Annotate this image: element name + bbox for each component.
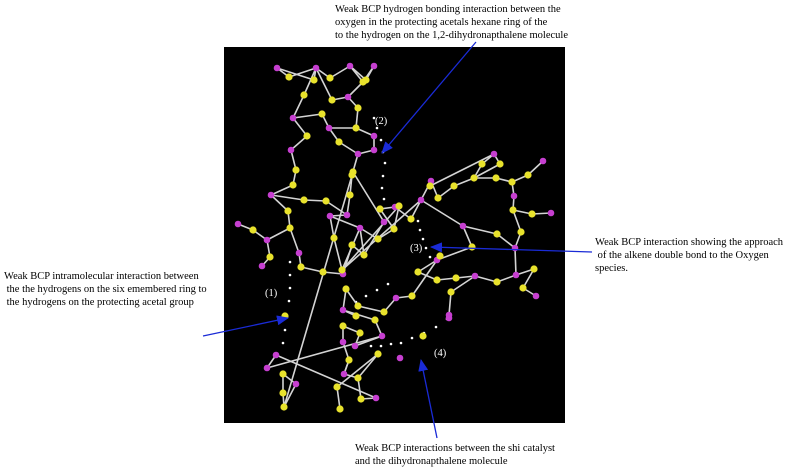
atom-magenta (355, 151, 362, 158)
atom-magenta (264, 365, 271, 372)
bcp-dot (422, 238, 425, 241)
atom-yellow (310, 76, 317, 83)
atom-yellow (478, 160, 485, 167)
atom-magenta (513, 272, 520, 279)
atom-yellow (289, 181, 296, 188)
atom-magenta (345, 94, 352, 101)
bcp-dot (400, 342, 403, 345)
atom-yellow (300, 91, 307, 98)
atom-yellow (284, 207, 291, 214)
atom-yellow (352, 312, 359, 319)
bcp-dot (380, 139, 383, 142)
bcp-dot (289, 287, 292, 290)
atom-magenta (264, 237, 271, 244)
atom-yellow (468, 243, 475, 250)
atom-yellow (452, 274, 459, 281)
bcp-dot (284, 329, 287, 332)
atom-yellow (493, 278, 500, 285)
bcp-dot (382, 175, 385, 178)
atom-yellow (338, 266, 345, 273)
bcp-dot (411, 337, 414, 340)
bcp-dot (417, 220, 420, 223)
atom-magenta (288, 147, 295, 154)
atom-yellow (528, 210, 535, 217)
atom-yellow (300, 196, 307, 203)
atom-yellow (249, 226, 256, 233)
atom-yellow (349, 168, 356, 175)
bcp-dot (435, 326, 438, 329)
atom-yellow (496, 160, 503, 167)
bcp-dot (288, 300, 291, 303)
bcp-label-2: (2) (375, 116, 388, 127)
atom-magenta (259, 263, 266, 270)
bcp-dot (384, 162, 387, 165)
atom-magenta (540, 158, 547, 165)
atom-magenta (347, 63, 354, 70)
atom-yellow (279, 389, 286, 396)
atom-yellow (530, 265, 537, 272)
atom-yellow (434, 194, 441, 201)
atom-magenta (296, 250, 303, 257)
atom-magenta (273, 352, 280, 359)
annotation-top: Weak BCP hydrogen bonding interaction between the oxygen in the protecting acetals hexane ring of the to the hydrogen on the 1,2-dihydronapthalene molecule (335, 4, 568, 41)
atom-magenta (313, 65, 320, 72)
atom-yellow (322, 197, 329, 204)
atom-yellow (330, 234, 337, 241)
atom-magenta (397, 355, 404, 362)
bcp-label-3: (3) (410, 243, 423, 254)
atom-yellow (433, 276, 440, 283)
atom-yellow (336, 405, 343, 412)
atom-yellow (517, 228, 524, 235)
atom-magenta (290, 115, 297, 122)
atom-yellow (380, 308, 387, 315)
atom-yellow (292, 166, 299, 173)
atom-magenta (357, 225, 364, 232)
atom-magenta (371, 63, 378, 70)
atom-yellow (492, 174, 499, 181)
bcp-dot (429, 256, 432, 259)
atom-yellow (436, 252, 443, 259)
bcp-dot (419, 229, 422, 232)
atom-yellow (374, 235, 381, 242)
bcp-dot (381, 187, 384, 190)
annotation-left: Weak BCP intramolecular interaction between the the hydrogens on the six emembered ring to the hydrogens on the protecting acetal group (4, 271, 207, 308)
bcp-dot (365, 295, 368, 298)
bcp-dot (289, 261, 292, 264)
atom-magenta (393, 295, 400, 302)
annotation-right: Weak BCP interaction showing the approach of the alkene double bond to the Oxygen species. (595, 237, 784, 274)
atom-magenta (235, 221, 242, 228)
bcp-dot (380, 345, 383, 348)
atom-yellow (356, 329, 363, 336)
atom-yellow (362, 76, 369, 83)
atom-yellow (509, 206, 516, 213)
atom-magenta (533, 293, 540, 300)
atom-magenta (548, 210, 555, 217)
bond (515, 248, 516, 275)
atom-yellow (280, 403, 287, 410)
atom-yellow (279, 370, 286, 377)
atom-magenta (472, 273, 479, 280)
atom-yellow (371, 316, 378, 323)
atom-magenta (511, 193, 518, 200)
atom-yellow (450, 182, 457, 189)
atom-yellow (335, 138, 342, 145)
atom-magenta (293, 381, 300, 388)
atom-yellow (345, 356, 352, 363)
atom-yellow (333, 383, 340, 390)
atom-yellow (374, 350, 381, 357)
atom-magenta (327, 213, 334, 220)
atom-yellow (297, 263, 304, 270)
bcp-dot (387, 283, 390, 286)
atom-yellow (426, 182, 433, 189)
atom-yellow (352, 124, 359, 131)
atom-yellow (376, 205, 383, 212)
atom-yellow (354, 104, 361, 111)
bcp-dot (390, 343, 393, 346)
atom-magenta (274, 65, 281, 72)
atom-yellow (395, 202, 402, 209)
bcp-dot (383, 198, 386, 201)
atom-yellow (414, 268, 421, 275)
atom-yellow (408, 292, 415, 299)
atom-yellow (326, 74, 333, 81)
bcp-dot (425, 247, 428, 250)
bcp-dot (282, 342, 285, 345)
atom-yellow (303, 132, 310, 139)
atom-magenta (379, 333, 386, 340)
atom-yellow (508, 178, 515, 185)
bcp-dot (289, 274, 292, 277)
atom-yellow (470, 174, 477, 181)
atom-yellow (346, 191, 353, 198)
atom-yellow (339, 322, 346, 329)
atom-magenta (381, 219, 388, 226)
atom-magenta (326, 125, 333, 132)
atom-yellow (360, 251, 367, 258)
bcp-dot (370, 345, 373, 348)
atom-magenta (340, 307, 347, 314)
atom-yellow (328, 96, 335, 103)
annotation-bottom: Weak BCP interactions between the shi catalyst and the dihydronapthalene molecule (355, 443, 555, 467)
atom-yellow (285, 73, 292, 80)
bcp-dot (376, 127, 379, 130)
atom-yellow (318, 110, 325, 117)
atom-yellow (286, 224, 293, 231)
atom-yellow (348, 241, 355, 248)
atom-yellow (524, 171, 531, 178)
atom-yellow (354, 302, 361, 309)
atom-yellow (354, 374, 361, 381)
atom-magenta (371, 133, 378, 140)
atom-magenta (446, 315, 453, 322)
atom-magenta (371, 147, 378, 154)
atom-yellow (447, 288, 454, 295)
atom-magenta (344, 212, 351, 219)
bcp-label-4: (4) (434, 348, 447, 359)
atom-magenta (418, 197, 425, 204)
atom-magenta (268, 192, 275, 199)
bcp-label-1: (1) (265, 288, 278, 299)
atom-magenta (341, 371, 348, 378)
atom-yellow (319, 268, 326, 275)
atom-yellow (493, 230, 500, 237)
atom-yellow (419, 332, 426, 339)
atom-yellow (342, 285, 349, 292)
atom-magenta (373, 395, 380, 402)
bcp-dot (376, 289, 379, 292)
atom-yellow (266, 253, 273, 260)
atom-yellow (390, 225, 397, 232)
atom-yellow (519, 284, 526, 291)
atom-magenta (340, 339, 347, 346)
atom-yellow (407, 215, 414, 222)
atom-yellow (357, 395, 364, 402)
atom-magenta (352, 343, 359, 350)
atom-magenta (491, 151, 498, 158)
atom-magenta (460, 223, 467, 230)
